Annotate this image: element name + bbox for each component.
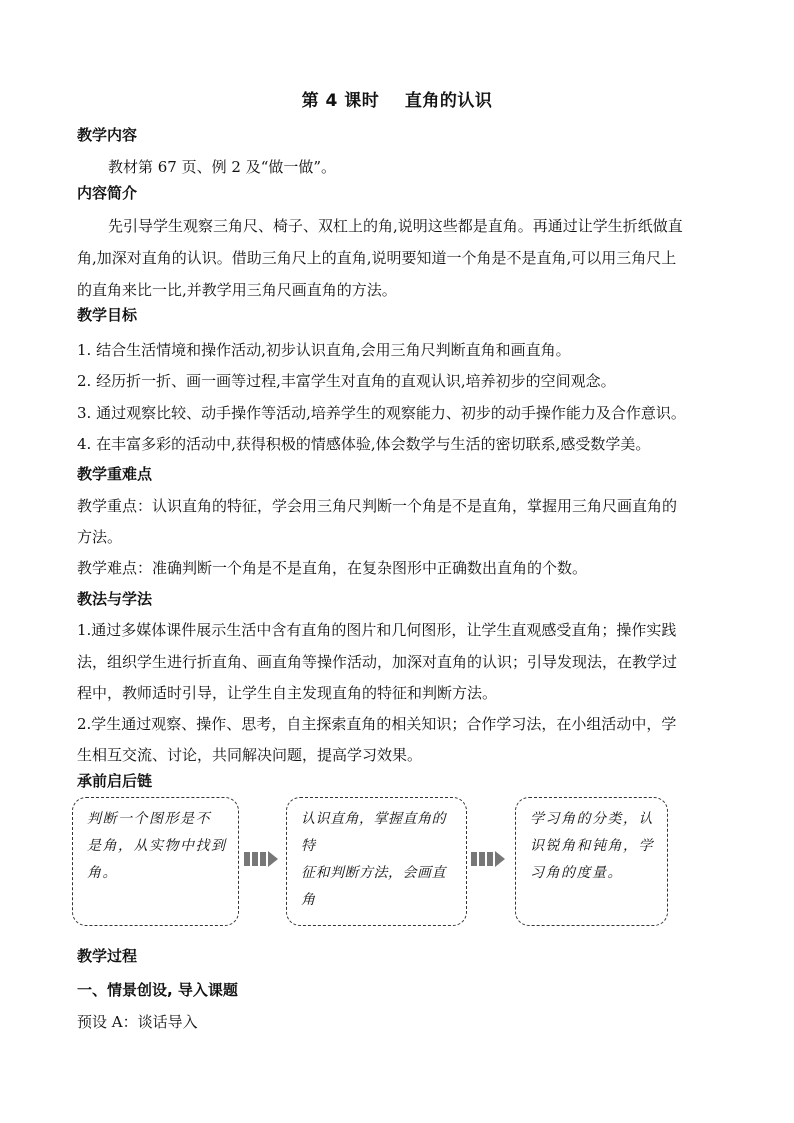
chain-heading: 承前启后链 [77,772,153,790]
method-line: 程中，教师适时引导，让学生自主发现直角的特征和判断方法。 [77,684,498,702]
content-heading: 教学内容 [77,126,138,144]
keypoint-line: 教学重点：认识直角的特征，学会用三角尺判断一个角是不是直角，掌握用三角尺画直角的 [77,497,678,515]
keypoint-line: 教学难点：准确判断一个角是不是直角，在复杂图形中正确数出直角的个数。 [77,559,588,577]
step1-heading: 一、情景创设, 导入课题 [77,981,238,999]
method-line: 1.通过多媒体课件展示生活中含有直角的图片和几何图形，让学生直观感受直角；操作实践 [77,621,677,639]
method-line: 法，组织学生进行折直角、画直角等操作活动，加深对直角的认识；引导发现法，在教学过 [77,653,678,671]
chain-box-next [515,797,668,926]
page-title: 第 4 课时 直角的认识 [301,91,493,111]
method-line: 生相互交流、讨论，共同解决问题，提高学习效果。 [77,746,423,764]
method-line: 2.学生通过观察、操作、思考，自主探索直角的相关知识；合作学习法，在小组活动中，学 [77,715,677,733]
content-text: 教材第 67 页、例 2 及“做一做”。 [108,158,337,176]
chain-box-previous [72,797,239,926]
goals-heading: 教学目标 [77,306,138,324]
goal-item: 4. 在丰富多彩的活动中,获得积极的情感体验,体会数学与生活的密切联系,感受数学美。 [77,435,651,453]
intro-line: 角,加深对直角的认识。借助三角尺上的直角,说明要知道一个角是不是直角,可以用三角尺上 [77,249,677,267]
goal-item: 3. 通过观察比较、动手操作等活动,培养学生的观察能力、初步的动手操作能力及合作意识。 [77,404,686,422]
preset-a-text: 预设 A：谈话导入 [77,1013,198,1031]
keypoint-line: 方法。 [77,528,123,546]
intro-line: 的直角来比一比,并教学用三角尺画直角的方法。 [77,281,397,299]
arrow-right-icon [471,851,505,867]
intro-heading: 内容简介 [77,184,138,202]
process-heading: 教学过程 [77,947,138,965]
goal-item: 1. 结合生活情境和操作活动,初步认识直角,会用三角尺判断直角和画直角。 [77,341,571,359]
chain-box-current [286,797,467,926]
methods-heading: 教法与学法 [77,590,153,608]
chain-box-text: 判断一个图形是不 是角，从实物中找到 角。 [87,811,227,881]
goal-item: 2. 经历折一折、画一画等过程,丰富学生对直角的直观认识,培养初步的空间观念。 [77,372,616,390]
intro-line: 先引导学生观察三角尺、椅子、双杠上的角,说明这些都是直角。再通过让学生折纸做直 [108,217,683,235]
chain-box-text: 认识直角，掌握直角的特 征和判断方法，会画直角 [301,811,446,908]
arrow-right-icon [244,851,278,867]
chain-box-text: 学习角的分类，认 识锐角和钝角，学 习角的度量。 [530,811,654,881]
keypoints-heading: 教学重难点 [77,465,153,483]
